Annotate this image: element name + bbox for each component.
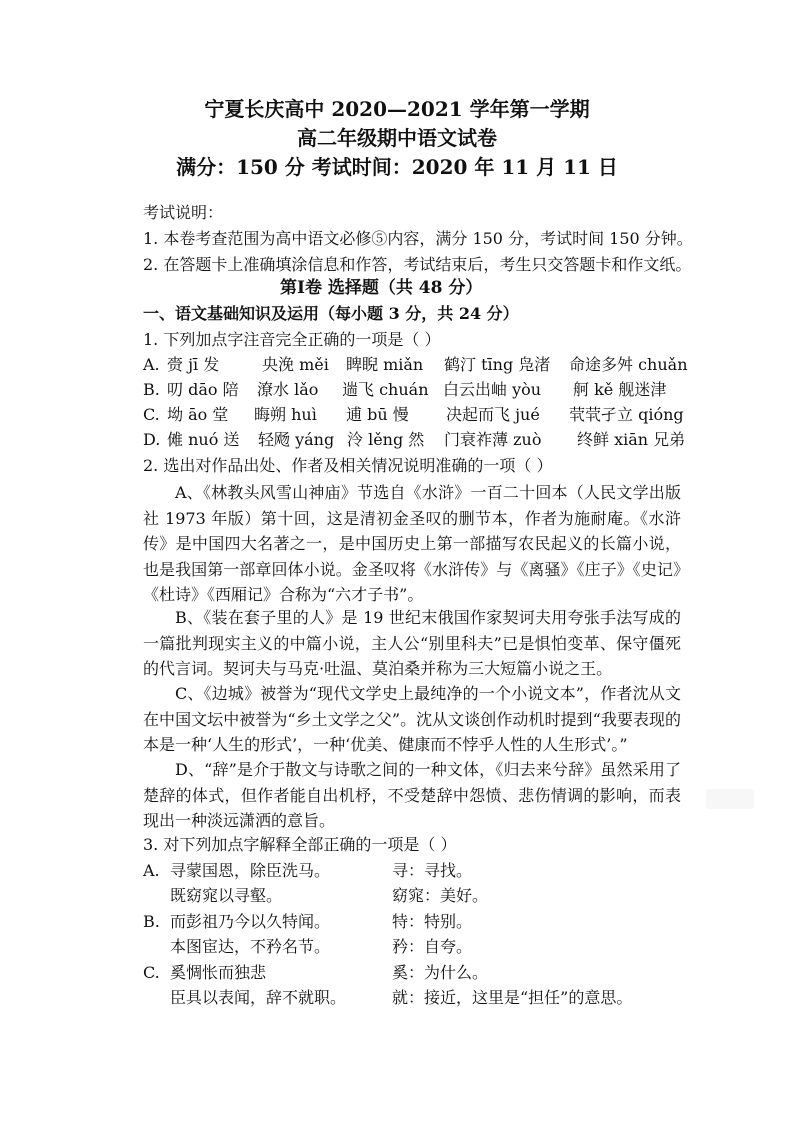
q3-stem: 3. 对下列加点字解释全部正确的一项是（ ） — [143, 835, 457, 854]
instructions-heading: 考试说明： — [143, 203, 224, 222]
q2-option-c — [143, 681, 681, 758]
faint-watermark — [706, 789, 754, 809]
option-item: 终鲜 xiān 兄弟 — [577, 430, 686, 449]
option-label: D. — [143, 430, 161, 449]
exam-score-time: 满分：150 分 考试时间：2020 年 11 月 11 日 — [176, 155, 618, 179]
option-item: 决起而飞 jué — [446, 405, 540, 424]
option-label: A. — [143, 355, 160, 374]
q3-explanation: 寻：寻找。 — [392, 861, 473, 880]
q3-sentence: 臣具以表闻，辞不就职。 — [170, 988, 347, 1007]
instruction-item: 2. 在答题卡上准确填涂信息和作答，考试结束后，考生只交答题卡和作文纸。 — [143, 255, 692, 274]
q2-option-a — [143, 480, 681, 608]
option-text: A、《林教头风雪山神庙》节选自《水浒》一百二十回本（人民文学出版社 1973 年版）第十回，这是清初金圣叹的删节本，作者为施耐庵。《水浒传》是中国四大名著之一，是中国历史上第一部描写农民起义的长篇小说，也是我国第一部章回体小说。金圣叹将《水浒传》与《离骚》《庄子》《史记》《杜诗》《西厢记》合称为“六才子书”。 — [143, 483, 681, 604]
part1-title: 第Ⅰ卷 选择题（共 48 分） — [280, 278, 483, 298]
q3-sentence: 既窈窕以寻壑。 — [170, 886, 283, 905]
option-item: 轻飏 yáng — [258, 430, 335, 449]
option-item: 赍 jī 发 — [167, 355, 220, 374]
instruction-item: 1. 本卷考查范围为高中语文必修⑤内容，满分 150 分，考试时间 150 分钟。 — [143, 229, 693, 248]
option-label: A. — [143, 861, 160, 880]
option-label: B. — [143, 380, 160, 399]
option-item: 舸 kě 舰迷津 — [573, 380, 667, 399]
q3-sentence: 奚惆怅而独悲 — [170, 963, 267, 982]
q3-explanation: 奚：为什么。 — [392, 963, 489, 982]
q2-option-d — [143, 757, 681, 834]
exam-title-school: 宁夏长庆高中 2020—2021 学年第一学期 — [204, 97, 590, 121]
option-text: B、《装在套子里的人》是 19 世纪末俄国作家契诃夫用夸张手法写成的一篇批判现实主义的中篇小说，主人公“别里科夫”已是惧怕变革、保守僵死的代言词。契诃夫与马克·吐温、莫泊桑并称为三大短篇小说之王。 — [143, 608, 681, 678]
option-item: 晦朔 huì — [254, 405, 317, 424]
q3-sentence: 本图宦达，不矜名节。 — [170, 937, 331, 956]
option-text: D、“辞”是介于散文与诗歌之间的一种文体，《归去来兮辞》虽然采用了楚辞的体式，但作者能自出机杼，不受楚辞中怨愤、悲伤情调的影响，而表现出一种淡远潇洒的意旨。 — [143, 760, 681, 830]
option-label: C. — [143, 405, 160, 424]
option-label: C. — [143, 963, 160, 982]
option-item: 白云出岫 yòu — [443, 380, 542, 399]
q3-explanation: 特：特别。 — [392, 912, 473, 931]
option-item: 遄飞 chuán — [342, 380, 429, 399]
option-item: 泠 lěng 然 — [347, 430, 425, 449]
option-text: C、《边城》被誉为“现代文学史上最纯净的一个小说文本”，作者沈从文在中国文坛中被誉为“乡土文学之父”。沈从文谈创作动机时提到“我要表现的本是一种‘人生的形式’，一种‘优美、健康而不悖乎人性的人生形式’。” — [143, 684, 681, 754]
option-item: 央浼 měi — [262, 355, 329, 374]
q2-stem: 2. 选出对作品出处、作者及相关情况说明准确的一项（ ） — [143, 456, 553, 475]
option-item: 傩 nuó 送 — [167, 430, 240, 449]
option-item: 叨 dāo 陪 — [167, 380, 239, 399]
option-item: 逋 bū 慢 — [346, 405, 409, 424]
option-item: 坳 āo 堂 — [167, 405, 229, 424]
option-item: 命途多舛 chuǎn — [569, 355, 688, 374]
option-item: 茕茕孑立 qióng — [569, 405, 684, 424]
option-label: B. — [143, 912, 160, 931]
exam-title-grade: 高二年级期中语文试卷 — [297, 126, 497, 150]
q3-explanation: 矜：自夸。 — [392, 937, 473, 956]
q1-stem: 1. 下列加点字注音完全正确的一项是（ ） — [143, 330, 441, 349]
option-item: 睥睨 miǎn — [346, 355, 424, 374]
section-heading: 一、语文基础知识及运用（每小题 3 分，共 24 分） — [143, 304, 519, 323]
q2-option-b — [143, 605, 681, 682]
option-item: 门衰祚薄 zuò — [444, 430, 542, 449]
q3-explanation: 就：接近，这里是“担任”的意思。 — [392, 988, 633, 1007]
option-item: 鹤汀 tīng 凫渚 — [444, 355, 551, 374]
q3-explanation: 窈窕：美好。 — [392, 886, 489, 905]
q3-sentence: 寻蒙国恩，除臣洗马。 — [170, 861, 331, 880]
option-item: 潦水 lǎo — [257, 380, 319, 399]
q3-sentence: 而彭祖乃今以久特闻。 — [170, 912, 331, 931]
